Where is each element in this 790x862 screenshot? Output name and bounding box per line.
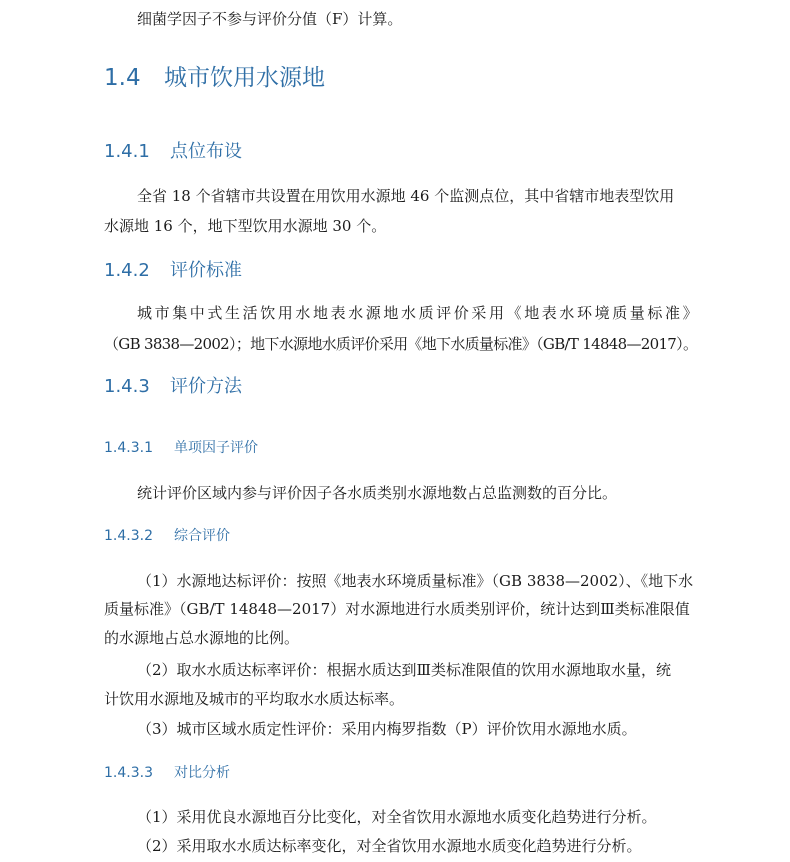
subsubsection-number: 1.4.3.2	[104, 528, 153, 544]
paragraph-line: 全省 18 个省辖市共设置在用饮用水源地 46 个监测点位，其中省辖市地表型饮用	[137, 187, 675, 205]
paragraph-line: 城市集中式生活饮用水地表水源地水质评价采用《地表水环境质量标准》	[137, 304, 701, 322]
subsubsection-heading-1-4-3-3	[104, 763, 230, 783]
list-item-line: （2）取水水质达标率评价：根据水质达到Ⅲ类标准限值的饮用水源地取水量，统	[137, 661, 672, 679]
paragraph-line: 统计评价区域内参与评价因子各水质类别水源地数占总监测数的百分比。	[137, 484, 618, 502]
subsubsection-heading-1-4-3-2	[104, 526, 230, 546]
list-item-line: （3）城市区域水质定性评价：采用内梅罗指数（P）评价饮用水源地水质。	[137, 720, 637, 738]
intro-line: 细菌学因子不参与评价分值（F）计算。	[137, 10, 403, 28]
paragraph-line: （GB 3838—2002）；地下水源地水质评价采用《地下水质量标准》（GB/T 14848—2017）。	[104, 335, 698, 353]
subsection-heading-1-4-1	[104, 140, 242, 164]
subsubsection-number: 1.4.3.3	[104, 765, 153, 781]
subsection-number: 1.4.3	[104, 376, 150, 397]
subsubsection-title: 单项因子评价	[174, 440, 258, 456]
subsection-heading-1-4-3	[104, 375, 242, 399]
list-item-line: 计饮用水源地及城市的平均取水水质达标率。	[104, 690, 405, 708]
subsection-title: 点位布设	[170, 141, 242, 162]
subsection-title: 评价标准	[170, 260, 242, 281]
list-item-line: （2）采用取水水质达标率变化，对全省饮用水源地水质变化趋势进行分析。	[137, 837, 642, 855]
subsubsection-title: 综合评价	[174, 528, 230, 544]
list-item-line: （1）水源地达标评价：按照《地表水环境质量标准》（GB 3838—2002）、《地下水	[137, 572, 694, 590]
subsubsection-title: 对比分析	[174, 765, 230, 781]
subsubsection-heading-1-4-3-1	[104, 438, 258, 458]
list-item-line: 的水源地占总水源地的比例。	[104, 629, 300, 647]
subsection-title: 评价方法	[170, 376, 242, 397]
section-number: 1.4	[104, 65, 141, 91]
list-item-line: （1）采用优良水源地百分比变化，对全省饮用水源地水质变化趋势进行分析。	[137, 808, 657, 826]
subsection-number: 1.4.1	[104, 141, 150, 162]
paragraph-line: 水源地 16 个，地下型饮用水源地 30 个。	[104, 217, 387, 235]
list-item-line: 质量标准》（GB/T 14848—2017）对水源地进行水质类别评价，统计达到Ⅲ类标准限值	[104, 600, 690, 618]
section-title: 城市饮用水源地	[164, 65, 325, 91]
section-heading	[104, 64, 325, 92]
subsubsection-number: 1.4.3.1	[104, 440, 153, 456]
subsection-number: 1.4.2	[104, 260, 150, 281]
subsection-heading-1-4-2	[104, 259, 242, 283]
